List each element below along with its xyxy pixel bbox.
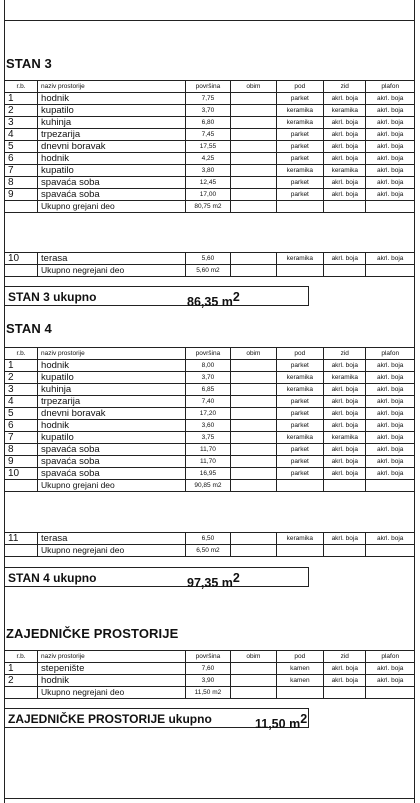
room-ceiling: akrl. boja [366,177,415,189]
room-ceiling: akrl. boja [366,420,415,432]
col-header-rb: r.b. [5,348,38,360]
table-row [5,360,415,372]
empty-cell [231,480,276,492]
row-number: 9 [5,456,38,468]
room-obim [231,117,276,129]
room-wall: akrl. boja [324,360,366,372]
col-header-plafon: plafon [366,651,415,663]
frame-top-border [4,20,415,21]
col-header-naziv: naziv prostorije [38,348,186,360]
room-ceiling: akrl. boja [366,456,415,468]
room-area: 5,60 [185,253,230,265]
table-header [5,651,415,663]
empty-cell [366,545,415,557]
room-wall: akrl. boja [324,444,366,456]
room-ceiling: akrl. boja [366,468,415,480]
unheated-subtotal-row [5,265,415,277]
room-area: 7,45 [185,129,230,141]
room-name: terasa [38,253,186,265]
room-area: 7,60 [185,663,230,675]
room-ceiling: akrl. boja [366,384,415,396]
room-floor: parket [276,177,324,189]
room-ceiling: akrl. boja [366,165,415,177]
room-wall: akrl. boja [324,468,366,480]
room-floor: parket [276,93,324,105]
empty-cell [366,265,415,277]
room-obim [231,105,276,117]
room-wall: akrl. boja [324,141,366,153]
room-obim [231,533,276,545]
room-floor: keramika [276,117,324,129]
stan3-total-label: STAN 3 ukupno [8,290,97,304]
empty-cell [366,480,415,492]
common-total-box [4,708,309,732]
room-name: kupatilo [38,432,186,444]
row-number: 2 [5,105,38,117]
room-floor: parket [276,420,324,432]
room-wall: akrl. boja [324,663,366,675]
room-area: 6,85 [185,384,230,396]
col-header-pod: pod [276,81,324,93]
room-obim [231,384,276,396]
room-ceiling: akrl. boja [366,253,415,265]
room-name: hodnik [38,360,186,372]
room-floor: parket [276,468,324,480]
room-obim [231,408,276,420]
room-ceiling: akrl. boja [366,141,415,153]
room-name: dnevni boravak [38,141,186,153]
row-number: 1 [5,93,38,105]
room-name: spavaća soba [38,444,186,456]
stan3-title: STAN 3 [6,56,52,71]
total-number: 11,50 m [255,717,301,732]
room-wall: akrl. boja [324,408,366,420]
table-row [5,456,415,468]
table-row [5,141,415,153]
room-obim [231,93,276,105]
empty-cell [276,480,324,492]
empty-cell [231,265,276,277]
room-obim [231,129,276,141]
room-floor: parket [276,444,324,456]
empty-cell [276,687,324,699]
table-row [5,105,415,117]
room-name: kupatilo [38,105,186,117]
stan3-table [4,80,415,213]
room-obim [231,675,276,687]
room-ceiling: akrl. boja [366,189,415,201]
row-number: 1 [5,360,38,372]
room-area: 3,75 [185,432,230,444]
row-number: 9 [5,189,38,201]
row-number: 8 [5,444,38,456]
room-wall: akrl. boja [324,153,366,165]
total-unit-exponent: 2 [232,571,240,585]
row-number: 2 [5,372,38,384]
empty-cell [324,265,366,277]
room-wall: akrl. boja [324,420,366,432]
room-floor: parket [276,189,324,201]
empty-cell [276,545,324,557]
room-ceiling: akrl. boja [366,675,415,687]
col-header-zid: zid [324,348,366,360]
room-area: 17,00 [185,189,230,201]
room-area: 3,90 [185,675,230,687]
room-obim [231,177,276,189]
col-header-plafon: plafon [366,348,415,360]
room-obim [231,444,276,456]
room-name: spavaća soba [38,177,186,189]
stan4-total-label: STAN 4 ukupno [8,571,97,585]
table-row [5,372,415,384]
table-row [5,189,415,201]
room-ceiling: akrl. boja [366,105,415,117]
room-wall: akrl. boja [324,129,366,141]
common-total-value [255,709,307,734]
col-header-zid: zid [324,651,366,663]
room-name: dnevni boravak [38,408,186,420]
col-header-rb: r.b. [5,81,38,93]
empty-cell [324,545,366,557]
room-ceiling: akrl. boja [366,396,415,408]
empty-cell [231,687,276,699]
empty-cell [231,201,276,213]
empty-cell [366,201,415,213]
common-table [4,650,415,699]
row-number: 11 [5,533,38,545]
room-area: 3,70 [185,372,230,384]
table-row [5,129,415,141]
room-obim [231,360,276,372]
room-area: 3,70 [185,105,230,117]
room-area: 7,40 [185,396,230,408]
unheated-subtotal-label: Ukupno negrejani deo [38,687,186,699]
total-number: 97,35 m [187,576,233,591]
frame-bottom-border [4,798,415,799]
room-ceiling: akrl. boja [366,117,415,129]
empty-cell [324,687,366,699]
table-row [5,444,415,456]
row-number: 5 [5,408,38,420]
unheated-subtotal-value: 6,50 m2 [185,545,230,557]
room-wall: akrl. boja [324,675,366,687]
room-area: 3,80 [185,165,230,177]
col-header-povrsina: površina [185,348,230,360]
row-number: 6 [5,420,38,432]
row-number: 3 [5,384,38,396]
room-area: 11,70 [185,444,230,456]
room-name: hodnik [38,675,186,687]
col-header-pod: pod [276,348,324,360]
room-wall: akrl. boja [324,253,366,265]
heated-subtotal-row [5,201,415,213]
table-row [5,420,415,432]
room-obim [231,189,276,201]
col-header-pod: pod [276,651,324,663]
room-area: 6,80 [185,117,230,129]
stan4-title: STAN 4 [6,321,52,336]
total-number: 86,35 m [187,295,233,310]
room-obim [231,153,276,165]
room-wall: akrl. boja [324,117,366,129]
col-header-naziv: naziv prostorije [38,651,186,663]
room-obim [231,468,276,480]
empty-cell [5,545,38,557]
room-floor: parket [276,396,324,408]
room-obim [231,456,276,468]
col-header-rb: r.b. [5,651,38,663]
total-unit-exponent: 2 [300,712,308,726]
table-row [5,432,415,444]
room-name: hodnik [38,153,186,165]
room-obim [231,372,276,384]
empty-cell [5,480,38,492]
table-row [5,93,415,105]
unheated-subtotal-value: 5,60 m2 [185,265,230,277]
room-floor: keramika [276,165,324,177]
room-wall: akrl. boja [324,533,366,545]
heated-subtotal-row [5,480,415,492]
heated-subtotal-label: Ukupno grejani deo [38,480,186,492]
common-title: ZAJEDNIČKE PROSTORIJE [6,626,179,641]
room-floor: keramika [276,384,324,396]
empty-cell [324,201,366,213]
stan3-total-value [187,287,240,312]
row-number: 7 [5,165,38,177]
table-row [5,153,415,165]
room-area: 16,95 [185,468,230,480]
col-header-obim: obim [231,81,276,93]
col-header-plafon: plafon [366,81,415,93]
stan4-total-value [187,568,240,593]
room-ceiling: akrl. boja [366,372,415,384]
room-obim [231,396,276,408]
empty-cell [276,201,324,213]
room-floor: parket [276,456,324,468]
row-number: 8 [5,177,38,189]
room-wall: keramika [324,105,366,117]
table-row [5,468,415,480]
room-floor: keramika [276,253,324,265]
row-number: 10 [5,253,38,265]
empty-cell [5,201,38,213]
room-ceiling: akrl. boja [366,444,415,456]
room-name: stepenište [38,663,186,675]
row-number: 3 [5,117,38,129]
room-obim [231,141,276,153]
col-header-obim: obim [231,348,276,360]
stan3-outer-table [4,252,415,277]
col-header-povrsina: površina [185,81,230,93]
room-ceiling: akrl. boja [366,153,415,165]
room-area: 17,55 [185,141,230,153]
room-area: 8,00 [185,360,230,372]
room-ceiling: akrl. boja [366,360,415,372]
room-floor: parket [276,153,324,165]
heated-subtotal-value: 80,75 m2 [185,201,230,213]
heated-subtotal-value: 90,85 m2 [185,480,230,492]
room-area: 17,20 [185,408,230,420]
room-wall: keramika [324,165,366,177]
unheated-subtotal-row [5,687,415,699]
room-area: 6,50 [185,533,230,545]
room-obim [231,663,276,675]
room-obim [231,253,276,265]
room-wall: keramika [324,372,366,384]
unheated-subtotal-value: 11,50 m2 [185,687,230,699]
empty-cell [276,265,324,277]
room-area: 3,60 [185,420,230,432]
room-wall: akrl. boja [324,177,366,189]
room-wall: akrl. boja [324,384,366,396]
empty-cell [231,545,276,557]
room-floor: keramika [276,105,324,117]
room-floor: parket [276,360,324,372]
room-name: trpezarija [38,129,186,141]
stan4-total-box [4,567,309,591]
room-wall: akrl. boja [324,396,366,408]
stan4-table [4,347,415,492]
room-floor: parket [276,141,324,153]
stan4-outer-table [4,532,415,557]
table-row [5,533,415,545]
table-row [5,408,415,420]
empty-cell [5,265,38,277]
room-ceiling: akrl. boja [366,533,415,545]
row-number: 10 [5,468,38,480]
room-wall: akrl. boja [324,456,366,468]
room-area: 12,45 [185,177,230,189]
room-floor: kamen [276,675,324,687]
heated-subtotal-label: Ukupno grejani deo [38,201,186,213]
table-row [5,177,415,189]
room-name: kuhinja [38,117,186,129]
col-header-obim: obim [231,651,276,663]
room-name: hodnik [38,420,186,432]
room-floor: kamen [276,663,324,675]
row-number: 7 [5,432,38,444]
empty-cell [5,687,38,699]
room-wall: akrl. boja [324,189,366,201]
room-name: terasa [38,533,186,545]
unheated-subtotal-label: Ukupno negrejani deo [38,265,186,277]
room-ceiling: akrl. boja [366,432,415,444]
room-name: trpezarija [38,396,186,408]
col-header-zid: zid [324,81,366,93]
unheated-subtotal-row [5,545,415,557]
row-number: 5 [5,141,38,153]
unheated-subtotal-label: Ukupno negrejani deo [38,545,186,557]
table-row [5,663,415,675]
room-obim [231,432,276,444]
room-obim [231,165,276,177]
table-header [5,348,415,360]
table-row [5,396,415,408]
room-floor: parket [276,408,324,420]
common-total-label: ZAJEDNIČKE PROSTORIJE ukupno [8,712,212,726]
empty-cell [324,480,366,492]
room-name: spavaća soba [38,468,186,480]
table-header [5,81,415,93]
row-number: 4 [5,129,38,141]
row-number: 4 [5,396,38,408]
table-row [5,384,415,396]
room-floor: keramika [276,432,324,444]
table-row [5,675,415,687]
room-name: kupatilo [38,372,186,384]
table-row [5,117,415,129]
room-ceiling: akrl. boja [366,129,415,141]
total-unit-exponent: 2 [232,290,240,304]
room-floor: keramika [276,533,324,545]
room-name: spavaća soba [38,456,186,468]
room-ceiling: akrl. boja [366,93,415,105]
room-name: spavaća soba [38,189,186,201]
table-row [5,253,415,265]
col-header-naziv: naziv prostorije [38,81,186,93]
empty-cell [366,687,415,699]
row-number: 2 [5,675,38,687]
row-number: 1 [5,663,38,675]
room-ceiling: akrl. boja [366,663,415,675]
room-area: 7,75 [185,93,230,105]
stan3-total-box [4,286,309,310]
room-ceiling: akrl. boja [366,408,415,420]
row-number: 6 [5,153,38,165]
room-name: kuhinja [38,384,186,396]
room-wall: keramika [324,432,366,444]
room-obim [231,420,276,432]
room-name: hodnik [38,93,186,105]
room-wall: akrl. boja [324,93,366,105]
room-floor: keramika [276,372,324,384]
room-floor: parket [276,129,324,141]
room-name: kupatilo [38,165,186,177]
table-row [5,165,415,177]
room-area: 4,25 [185,153,230,165]
room-area: 11,70 [185,456,230,468]
col-header-povrsina: površina [185,651,230,663]
